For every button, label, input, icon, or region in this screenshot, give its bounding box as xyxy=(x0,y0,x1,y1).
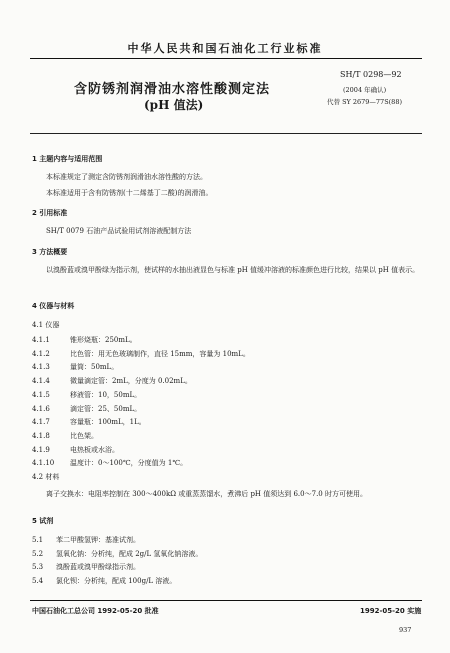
list-item: 4.1.3 量筒：50mL。 xyxy=(32,363,119,372)
issuing-header: 中华人民共和国石油化工行业标准 xyxy=(127,42,323,55)
list-item: 5.3 溴酚蓝或溴甲酚绿指示剂。 xyxy=(32,563,140,572)
standard-code: SH/T 0298—92 xyxy=(340,70,402,79)
header-rule xyxy=(30,58,422,59)
section-4-heading: 4 仪器与材料 xyxy=(32,302,75,310)
section-2-reference: SH/T 0079 石油产品试验用试剂溶液配制方法 xyxy=(46,227,192,235)
section-1-paragraph-2: 本标准适用于含有防锈剂(十二烯基丁二酸)的润滑油。 xyxy=(46,189,213,197)
list-item: 4.1.7 容量瓶：100mL，1L。 xyxy=(32,418,146,427)
standard-replaces: 代替 SY 2679—77S(88) xyxy=(327,98,402,106)
approval-line: 中国石油化工总公司 1992-05-20 批准 xyxy=(32,607,159,615)
list-item: 5.1 苯二甲酸氢钾：基准试剂。 xyxy=(32,536,140,544)
section-1-heading: 1 主题内容与适用范围 xyxy=(32,155,103,163)
list-item: 4.1.5 移液管：10，50mL。 xyxy=(32,390,142,399)
list-item: 4.1.6 滴定管：25、50mL。 xyxy=(32,404,142,413)
list-item: 5.4 氯化钡：分析纯，配成 100g/L 溶液。 xyxy=(32,577,177,586)
page-number: 937 xyxy=(399,626,412,634)
effective-date: 1992-05-20 实施 xyxy=(360,607,422,615)
footer-rule xyxy=(30,600,422,601)
section-4-2-material: 离子交换水：电阻率控制在 300～400kΩ 或重蒸蒸馏水，煮沸后 pH 值须达到 6.0～7.0 时方可使用。 xyxy=(46,490,367,498)
reagent-list xyxy=(32,534,202,589)
title-rule xyxy=(30,133,422,134)
section-5-heading: 5 试剂 xyxy=(32,517,54,525)
list-item: 4.1.4 微量滴定管：2mL，分度为 0.02mL。 xyxy=(32,377,192,386)
section-3-body: 以溴酚蓝或溴甲酚绿为指示剂，使试样的水抽出液显色与标准 pH 值缓冲溶液的标准颜色进行比较，结果以 pH 值表示。 xyxy=(46,266,420,274)
section-4-1-subheading: 4.1 仪器 xyxy=(32,321,60,329)
section-2-heading: 2 引用标准 xyxy=(32,209,68,217)
list-item: 4.1.2 比色管：用无色玻璃制作，直径 15mm，容量为 10mL。 xyxy=(32,349,250,358)
list-item: 4.1.8 比色架。 xyxy=(32,431,98,440)
list-item: 4.1.9 电热板或水浴。 xyxy=(32,445,119,454)
section-1-paragraph-1: 本标准规定了测定含防锈剂润滑油水溶性酸的方法。 xyxy=(46,173,207,181)
section-3-heading: 3 方法概要 xyxy=(32,248,68,256)
list-item: 4.1.10 温度计：0～100℃，分度值为 1℃。 xyxy=(32,459,188,468)
list-item: 4.1.1 锥形烧瓶：250mL。 xyxy=(32,336,137,344)
document-subtitle: (pH 值法) xyxy=(144,98,204,112)
standard-confirmed: (2004 年确认) xyxy=(343,86,387,94)
instrument-list xyxy=(32,334,250,471)
document-title: 含防锈剂润滑油水溶性酸测定法 xyxy=(74,82,271,97)
list-item: 5.2 氢氧化钠：分析纯，配成 2g/L 氢氧化钠溶液。 xyxy=(32,549,203,558)
section-4-2-subheading: 4.2 材料 xyxy=(32,473,60,481)
